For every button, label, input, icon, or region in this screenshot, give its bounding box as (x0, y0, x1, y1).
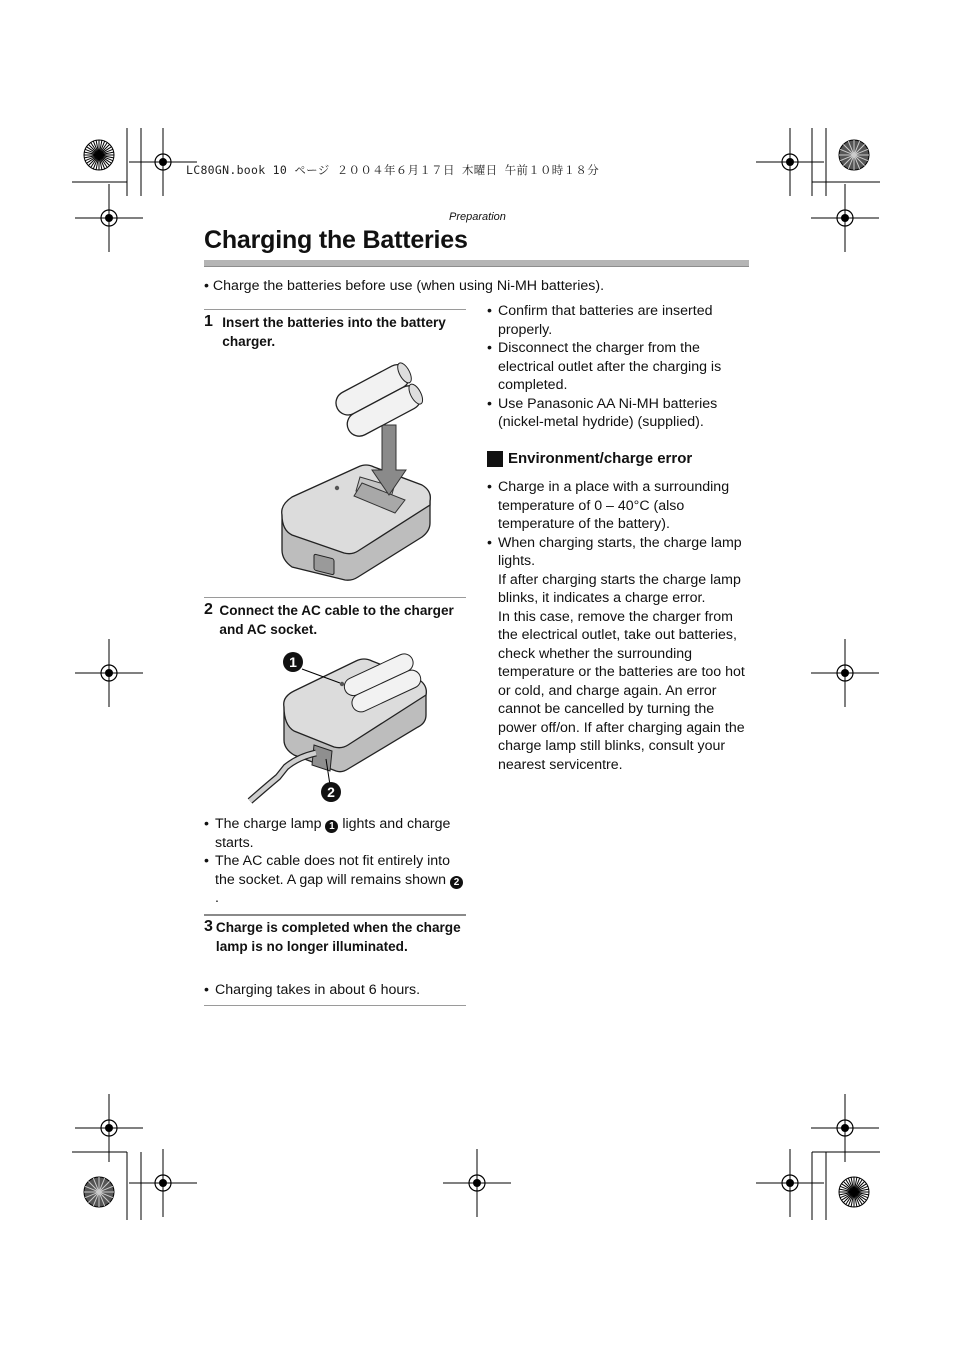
step3-notes (204, 981, 466, 1000)
list-item: • Confirm that batteries are inserted properly. (487, 302, 757, 339)
callout-1-inline: 1 (325, 820, 338, 833)
callout-2-inline: 2 (450, 876, 463, 889)
callout-2: 2 (327, 784, 335, 800)
step2-rule (204, 597, 466, 598)
list-item (204, 852, 466, 908)
right-bullets (487, 302, 757, 432)
list-item (204, 815, 466, 852)
step3-rule (204, 914, 466, 916)
list-item: • Charging takes in about 6 hours. (204, 981, 466, 1000)
callout-1: 1 (289, 654, 297, 670)
page-title: Charging the Batteries (204, 226, 468, 254)
step-number: 2 (204, 601, 213, 618)
intro-text: Charge the batteries before use (when using Ni-MH batteries). (212, 278, 605, 294)
step-2 (204, 601, 466, 639)
intro-bullet: • Charge the batteries before use (when using Ni-MH batteries). (204, 278, 605, 294)
list-item (487, 534, 749, 775)
step-3 (204, 918, 466, 956)
step2-notes (204, 815, 466, 908)
print-header-note: LC80GN.book 10 ページ ２００４年６月１７日 木曜日 午前１０時１８分 (186, 163, 599, 177)
section-tag: Preparation (449, 211, 506, 223)
note-text: The charge lamp (215, 816, 326, 832)
step-text: Connect the AC cable to the charger and AC socket. (219, 603, 454, 637)
note-text: • When charging starts, the charge lamp lights. (498, 534, 742, 569)
env-heading-text: Environment/charge error (508, 450, 693, 467)
step-number: 1 (204, 313, 213, 330)
env-bullets (487, 478, 749, 774)
note-text: The AC cable does not fit entirely into the socket. A gap will remains shown (215, 853, 451, 888)
insert-batteries-illustration (270, 355, 440, 585)
step1-rule (204, 309, 466, 310)
step-number: 3 (204, 918, 213, 935)
note-text: In this case, remove the charger from the electrical outlet, take out batteries, check whether the surrounding temperature or the batteries are too hot or cold, and charge again. An error cannot be cancelled by turning the power off/on. If after charging again the charge lamp still blinks, consult your nearest servicentre. (498, 608, 745, 773)
step-text: Insert the batteries into the battery charger. (222, 315, 446, 349)
note-text: If after charging starts the charge lamp blinks, it indicates a charge error. (498, 571, 741, 606)
note-text: . (215, 890, 219, 906)
list-item: • Disconnect the charger from the electrical outlet after the charging is completed. (487, 339, 757, 395)
list-item: • Use Panasonic AA Ni-MH batteries (nickel-metal hydride) (supplied). (487, 395, 757, 432)
heading-square-icon (487, 451, 503, 467)
connect-cable-illustration (238, 645, 438, 807)
title-rule (204, 260, 749, 267)
step-1 (204, 313, 466, 351)
step-text: Charge is completed when the charge lamp is no longer illuminated. (215, 920, 461, 954)
list-item: • Charge in a place with a surrounding temperature of 0 – 40°C (also temperature of the battery). (487, 478, 749, 534)
note-text: lights and charge starts. (215, 816, 451, 851)
left-column-end-rule (204, 1005, 466, 1006)
env-heading (487, 450, 692, 467)
